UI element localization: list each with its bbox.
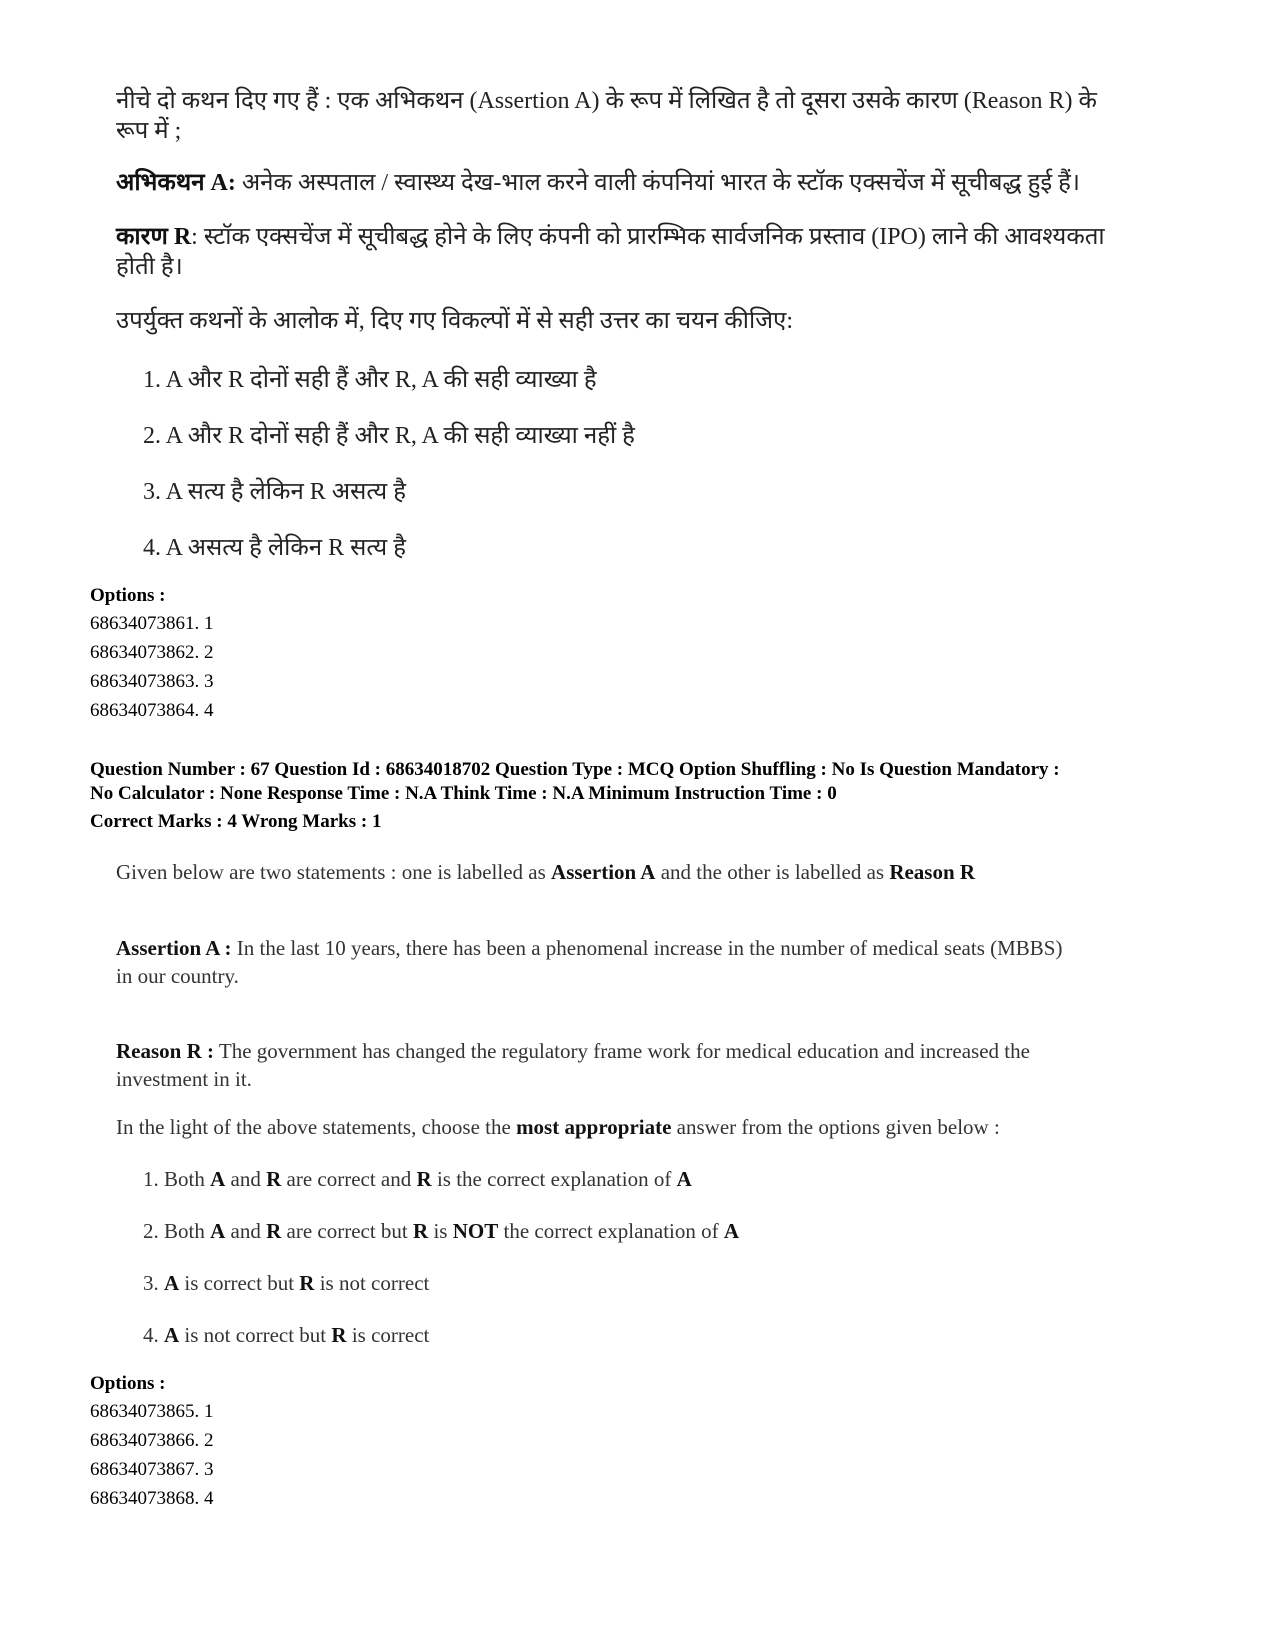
q67-c3-t2: is correct but [179, 1271, 300, 1295]
q67-c4-t4: is correct [346, 1323, 430, 1347]
q67-c2-t8: the correct explanation of [498, 1219, 724, 1243]
q66-assertion-label: अभिकथन A: [116, 170, 236, 196]
q67-c4-t0: 4. [143, 1323, 164, 1347]
q67-c3-b3: R [299, 1271, 315, 1295]
q67-assertion-label: Assertion A : [116, 936, 232, 960]
q67-meta [90, 758, 1190, 806]
q67-intro-text-2: and the other is labelled as [655, 860, 890, 884]
q67-intro-text: Given below are two statements : one is labelled as [116, 860, 552, 884]
q67-c2-t0: 2. Both [143, 1219, 211, 1243]
q67-meta-line1: Question Number : 67 Question Id : 68634018702 Question Type : MCQ Option Shuffling : No Is Question Mandatory : [90, 759, 1060, 780]
q66-choice-4: 4. A असत्य है लेकिन R सत्य है [143, 535, 406, 561]
q67-c1-t6: is the correct explanation of [431, 1167, 677, 1191]
q67-options-label: Options : [90, 1373, 166, 1394]
q67-option-2: 68634073866. 2 [90, 1430, 214, 1451]
q67-c2-b9: A [723, 1219, 740, 1243]
q67-c2-b7: NOT [452, 1219, 499, 1243]
q67-option-4: 68634073868. 4 [90, 1488, 214, 1509]
q67-c3-t0: 3. [143, 1271, 164, 1295]
q67-intro-assertion: Assertion A [551, 860, 656, 884]
q67-c4-b1: A [164, 1323, 180, 1347]
q67-options-list [90, 1397, 214, 1513]
q66-intro: नीचे दो कथन दिए गए हैं : एक अभिकथन (Assertion A) के रूप में लिखित है तो दूसरा उसके कारण (Reason R) के रूप में ; [116, 88, 1097, 144]
q67-c2-b1: A [210, 1219, 226, 1243]
q67-c2-b3: R [266, 1219, 282, 1243]
q67-option-3: 68634073867. 3 [90, 1459, 214, 1480]
q66-reason-label: कारण R [116, 224, 192, 250]
q66-option-2: 68634073862. 2 [90, 642, 214, 663]
q67-assertion-text: In the last 10 years, there has been a phenomenal increase in the number of medical seats (MBBS) in our country. [116, 936, 1063, 988]
q67-choice-3 [143, 1269, 429, 1297]
q67-reason [116, 1037, 1116, 1093]
q67-reason-label: Reason R : [116, 1039, 214, 1063]
q67-instruction-text-2: answer from the options given below : [671, 1115, 1000, 1139]
q67-c4-b3: R [331, 1323, 347, 1347]
q67-c3-t4: is not correct [314, 1271, 430, 1295]
q66-reason-text: : स्टॉक एक्सचेंज में सूचीबद्ध होने के लिए कंपनी को प्रारम्भिक सार्वजनिक प्रस्ताव (IPO) लाने की आवश्यकता होती है। [116, 224, 1105, 280]
q66-options-list [90, 609, 214, 725]
q66-assertion [116, 168, 1146, 198]
q67-c1-t0: 1. Both [143, 1167, 211, 1191]
q67-reason-text: The government has changed the regulatory frame work for medical education and increased the investment in it. [116, 1039, 1030, 1091]
q67-c2-t4: are correct but [281, 1219, 414, 1243]
q67-choice-4 [143, 1321, 429, 1349]
q67-marks: Correct Marks : 4 Wrong Marks : 1 [90, 811, 382, 832]
q66-choice-3: 3. A सत्य है लेकिन R असत्य है [143, 479, 406, 505]
q67-choice-1 [143, 1165, 692, 1193]
q67-intro [116, 858, 1166, 886]
q66-option-1: 68634073861. 1 [90, 613, 214, 634]
q66-option-4: 68634073864. 4 [90, 700, 214, 721]
q67-instruction-text: In the light of the above statements, choose the [116, 1115, 517, 1139]
q67-c1-b7: A [676, 1167, 692, 1191]
q67-choice-2 [143, 1217, 739, 1245]
q67-c2-t2: and [225, 1219, 267, 1243]
q67-c1-t2: and [225, 1167, 267, 1191]
q67-assertion [116, 934, 1076, 990]
q66-options-label: Options : [90, 585, 166, 606]
q66-choice-1: 1. A और R दोनों सही हैं और R, A की सही व्याख्या है [143, 367, 597, 393]
q67-instruction [116, 1113, 1166, 1141]
q67-c4-t2: is not correct but [179, 1323, 332, 1347]
q67-c1-t4: are correct and [281, 1167, 417, 1191]
q66-option-3: 68634073863. 3 [90, 671, 214, 692]
q67-meta-line2: No Calculator : None Response Time : N.A Think Time : N.A Minimum Instruction Time : 0 [90, 783, 837, 804]
q67-c1-b5: R [416, 1167, 432, 1191]
q66-assertion-text: अनेक अस्पताल / स्वास्थ्य देख-भाल करने वाली कंपनियां भारत के स्टॉक एक्सचेंज में सूचीबद्ध हुई हैं। [235, 170, 1080, 196]
q67-option-1: 68634073865. 1 [90, 1401, 214, 1422]
q67-c1-b1: A [210, 1167, 226, 1191]
q67-intro-reason: Reason R [889, 860, 976, 884]
q66-choice-2: 2. A और R दोनों सही हैं और R, A की सही व्याख्या नहीं है [143, 423, 635, 449]
q67-c3-b1: A [164, 1271, 180, 1295]
q67-instruction-emphasis: most appropriate [516, 1115, 672, 1139]
q67-c2-t6: is [428, 1219, 453, 1243]
q67-c2-b5: R [413, 1219, 429, 1243]
q66-reason [116, 222, 1136, 282]
q66-instruction: उपर्युक्त कथनों के आलोक में, दिए गए विकल्पों में से सही उत्तर का चयन कीजिए: [116, 308, 793, 334]
q67-c1-b3: R [266, 1167, 282, 1191]
